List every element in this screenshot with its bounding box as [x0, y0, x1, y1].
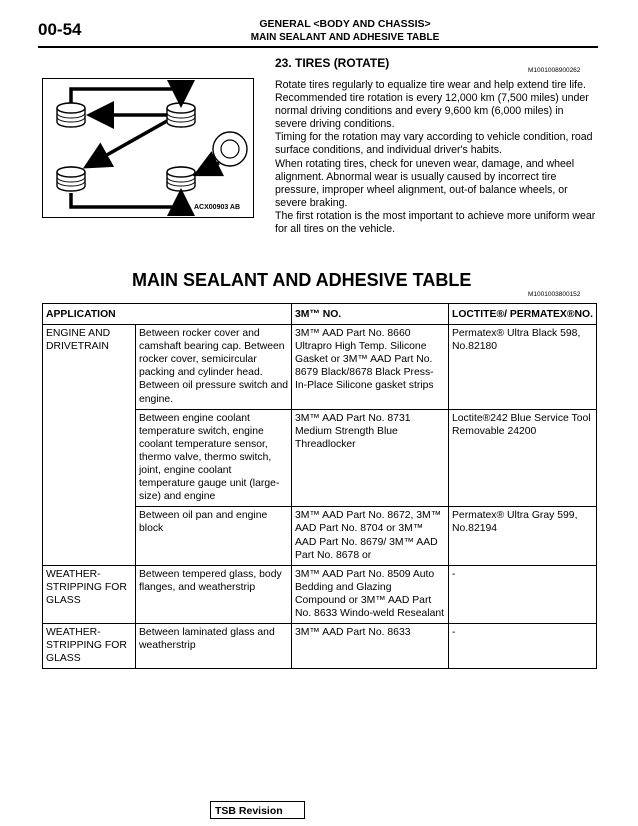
header-rule [38, 46, 598, 48]
cell-location: Between oil pan and engine block [136, 507, 292, 565]
cell-location: Between engine coolant temperature switch, engine coolant temperature sensor, thermo valve, thermo switch, joint, engine coolant temperature gauge unit (large-size) and engine [136, 409, 292, 507]
header-application: APPLICATION [43, 304, 292, 325]
tire-rotation-figure [42, 78, 254, 218]
section-code: M1001008900262 [528, 67, 581, 74]
cell-3m: 3M™ AAD Part No. 8633 [292, 624, 449, 669]
section-paragraph: When rotating tires, check for uneven wear, damage, and wheel alignment. Abnormal wear is usually caused by incorrect tire pressure, improper wheel alignment, out-of balance wheels, or severe braking. [275, 157, 575, 209]
rear-left-tire-icon [57, 167, 85, 191]
cell-location: Between laminated glass and weatherstrip [136, 624, 292, 669]
cell-3m: 3M™ AAD Part No. 8731 Medium Strength Blue Threadlocker [292, 409, 449, 507]
cell-loctite: - [449, 624, 597, 669]
rotation-arrow-icon [71, 89, 181, 103]
cell-group: WEATHER-STRIPPING FOR GLASS [43, 624, 136, 669]
header-title: GENERAL <BODY AND CHASSIS> [259, 18, 431, 30]
cell-group: WEATHER-STRIPPING FOR GLASS [43, 565, 136, 623]
tire-rotation-diagram [43, 79, 253, 217]
cell-3m: 3M™ AAD Part No. 8509 Auto Bedding and Glazing Compound or 3M™ AAD Part No. 8633 Windo-weld Resealant [292, 565, 449, 623]
cell-location: Between rocker cover and camshaft bearing cap. Between rocker cover, semicircular packing and cylinder head. Between oil pressure switch and engine. [136, 325, 292, 410]
page-number: 00-54 [38, 20, 82, 39]
table-code: M1001003800152 [528, 291, 581, 298]
table-row [43, 565, 597, 623]
header-3m-no: 3M™ NO. [292, 304, 449, 325]
sealant-table [42, 303, 597, 669]
figure-code: ACX00903 AB [194, 204, 241, 211]
section-paragraph: The first rotation is the most important to achieve more uniform wear for all tires on the vehicle. [275, 209, 596, 236]
front-right-tire-icon [167, 103, 195, 127]
table-heading: MAIN SEALANT AND ADHESIVE TABLE [132, 270, 472, 290]
cell-loctite: Loctite®242 Blue Service Tool Removable 24200 [449, 409, 597, 507]
cell-3m: 3M™ AAD Part No. 8660 Ultrapro High Temp. Silicone Gasket or 3M™ AAD Part No. 8679 Black/8678 Black Press-In-Place Silicone gasket strips [292, 325, 449, 410]
cell-group: ENGINE AND DRIVETRAIN [43, 325, 136, 566]
tsb-revision-box: TSB Revision [210, 801, 305, 819]
cell-location: Between tempered glass, body flanges, and weatherstrip [136, 565, 292, 623]
cell-loctite: Permatex® Ultra Gray 599, No.82194 [449, 507, 597, 565]
cell-loctite: Permatex® Ultra Black 598, No.82180 [449, 325, 597, 410]
header-subtitle: MAIN SEALANT AND ADHESIVE TABLE [250, 32, 440, 43]
rear-right-tire-icon [167, 167, 195, 191]
section-title: 23. TIRES (ROTATE) [275, 56, 390, 70]
front-left-tire-icon [57, 103, 85, 127]
table-row [43, 325, 597, 410]
cell-loctite: - [449, 565, 597, 623]
section-paragraph: Rotate tires regularly to equalize tire wear and help extend tire life. Recommended tire rotation is every 12,000 km (7,500 miles) under normal driving conditions and every 9,600 km (6,000 miles) in severe driving conditions. [275, 79, 589, 131]
table-row [43, 624, 597, 669]
table-header-row [43, 304, 597, 325]
spare-tire-icon [213, 132, 247, 166]
section-body [275, 79, 597, 236]
section-paragraph: Timing for the rotation may vary according to vehicle condition, road surface conditions, and individual driver's habits. [275, 131, 593, 157]
cell-3m: 3M™ AAD Part No. 8672, 3M™ AAD Part No. 8704 or 3M™ AAD Part No. 8679/ 3M™ AAD Part No. 8678 or [292, 507, 449, 565]
header-loctite-no: LOCTITE®/ PERMATEX®NO. [449, 304, 597, 325]
